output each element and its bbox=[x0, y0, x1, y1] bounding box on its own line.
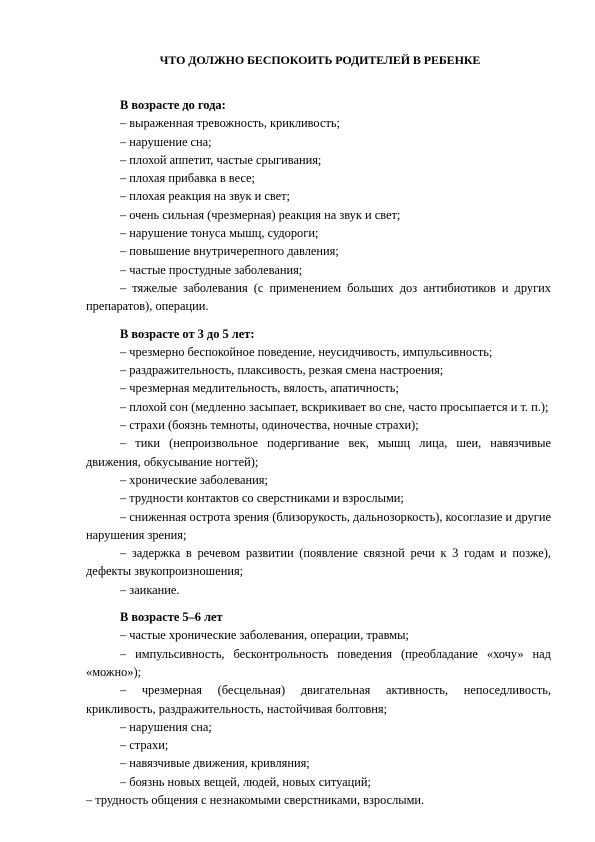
list-item: – плохая реакция на звук и свет; bbox=[120, 189, 290, 204]
section-heading-under-one-year: В возрасте до года: bbox=[120, 98, 226, 112]
list-item: – повышение внутричерепного давления; bbox=[120, 244, 339, 259]
list-item: – трудности контактов со сверстниками и взрослыми; bbox=[120, 491, 404, 506]
section-heading-5-to-6-years: В возрасте 5–6 лет bbox=[120, 610, 223, 625]
list-item: – плохой аппетит, частые срыгивания; bbox=[120, 152, 322, 167]
list-item: – нарушения сна; bbox=[120, 719, 212, 734]
list-item: – чрезмерно беспокойное поведение, неусидчивость, импульсивность; bbox=[120, 344, 493, 359]
list-item: – выраженная тревожность, крикливость; bbox=[120, 116, 340, 131]
list-item: – частые простудные заболевания; bbox=[120, 262, 303, 277]
section-spacer bbox=[86, 316, 551, 325]
list-item: – чрезмерная (бесцельная) двигательная активность, непоседливость, крикливость, раздражительность, настойчивая болтовня; bbox=[86, 683, 551, 716]
list-item: – частые хронические заболевания, операции, травмы; bbox=[120, 628, 409, 643]
section-spacer bbox=[86, 599, 551, 608]
list-item: – плохая прибавка в весе; bbox=[120, 171, 255, 186]
list-item: – плохой сон (медленно засыпает, вскрикивает во сне, часто просыпается и т. п.); bbox=[120, 399, 549, 414]
list-item: – страхи; bbox=[120, 738, 169, 753]
list-item: – импульсивность, бесконтрольность поведения (преобладание «хочу» над «можно»); bbox=[86, 646, 551, 679]
list-item: – нарушение тонуса мышц, судороги; bbox=[120, 226, 319, 241]
section-heading-3-to-5-years: В возрасте от 3 до 5 лет: bbox=[120, 326, 255, 341]
list-item: – сниженная острота зрения (близорукость, дальнозоркость), косоглазие и другие нарушения зрения; bbox=[86, 509, 551, 542]
list-item: – тики (непроизвольное подергивание век, мышц лица, шеи, навязчивые движения, обкусывание ногтей); bbox=[86, 436, 551, 469]
list-item: – страхи (боязнь темноты, одиночества, ночные страхи); bbox=[120, 418, 419, 433]
document-title: ЧТО ДОЛЖНО БЕСПОКОИТЬ РОДИТЕЛЕЙ В РЕБЕНКЕ bbox=[159, 53, 481, 67]
list-item: – задержка в речевом развитии (появление связной речи к 3 годам и позже), дефекты звукопроизношения; bbox=[86, 546, 551, 579]
list-item: – навязчивые движения, кривляния; bbox=[120, 756, 310, 771]
list-item: – чрезмерная медлительность, вялость, апатичность; bbox=[120, 381, 399, 396]
list-item: – тяжелые заболевания (с применением больших доз антибиотиков и других препаратов), операции. bbox=[86, 280, 551, 314]
list-item-last: – трудность общения с незнакомыми сверстниками, взрослыми. bbox=[86, 792, 425, 807]
document-body bbox=[86, 96, 551, 809]
list-item: – хронические заболевания; bbox=[120, 472, 268, 487]
list-item: – нарушение сна; bbox=[120, 134, 212, 149]
list-item: – очень сильная (чрезмерная) реакция на звук и свет; bbox=[120, 207, 401, 222]
list-item: – раздражительность, плаксивость, резкая смена настроения; bbox=[120, 363, 444, 378]
list-item: – боязнь новых вещей, людей, новых ситуаций; bbox=[120, 774, 371, 789]
list-item: – заикание. bbox=[120, 582, 180, 597]
